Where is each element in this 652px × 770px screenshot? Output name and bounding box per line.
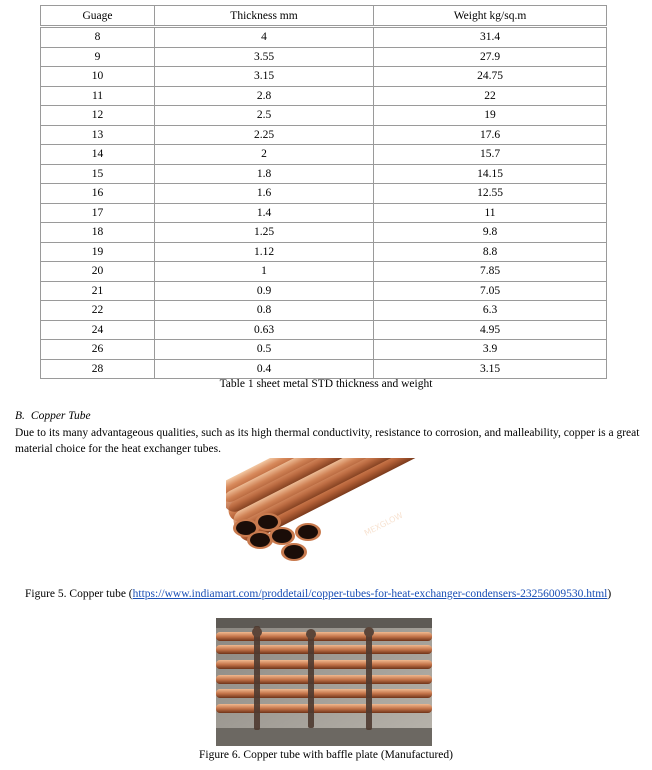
cell-thickness: 2.25 [155, 125, 374, 145]
header-thickness: Thickness mm [155, 6, 374, 27]
cell-weight: 17.6 [374, 125, 607, 145]
cell-thickness: 1.12 [155, 242, 374, 262]
table-header-row [41, 6, 607, 27]
table-row [41, 203, 607, 223]
cell-weight: 9.8 [374, 223, 607, 243]
sheet-metal-table [40, 5, 607, 379]
table-row [41, 67, 607, 87]
table-caption: Table 1 sheet metal STD thickness and weight [219, 378, 433, 390]
table-row [41, 86, 607, 106]
watermark-text: MEXGLOW [362, 510, 405, 538]
cell-thickness: 3.15 [155, 67, 374, 87]
cell-thickness: 1.6 [155, 184, 374, 204]
cell-guage: 22 [41, 301, 155, 321]
cell-weight: 19 [374, 106, 607, 126]
cell-weight: 4.95 [374, 320, 607, 340]
cell-guage: 19 [41, 242, 155, 262]
cell-guage: 16 [41, 184, 155, 204]
section-number: B. [15, 410, 25, 422]
cell-guage: 15 [41, 164, 155, 184]
cell-guage: 26 [41, 340, 155, 360]
cell-weight: 8.8 [374, 242, 607, 262]
cell-weight: 6.3 [374, 301, 607, 321]
cell-guage: 17 [41, 203, 155, 223]
table-row [41, 27, 607, 48]
cell-thickness: 3.55 [155, 47, 374, 67]
cell-thickness: 0.63 [155, 320, 374, 340]
cell-weight: 14.15 [374, 164, 607, 184]
table-row [41, 184, 607, 204]
cell-guage: 11 [41, 86, 155, 106]
section-heading [15, 410, 91, 422]
table-row [41, 125, 607, 145]
cell-weight: 11 [374, 203, 607, 223]
cell-thickness: 4 [155, 27, 374, 48]
cell-guage: 9 [41, 47, 155, 67]
section-paragraph: Due to its many advantageous qualities, such as its high thermal conductivity, resistance to corrosion, and malleability, copper is a great material choice for the heat exchanger tubes. [15, 427, 640, 455]
cell-guage: 18 [41, 223, 155, 243]
figure5-caption-prefix: Figure 5. Copper tube ( [25, 588, 133, 600]
cell-guage: 14 [41, 145, 155, 165]
baffle-plate-image [216, 618, 432, 746]
figure5-link[interactable]: https://www.indiamart.com/proddetail/copper-tubes-for-heat-exchanger-condensers-23256009530.html [132, 588, 608, 600]
cell-thickness: 0.4 [155, 359, 374, 379]
table-row [41, 145, 607, 165]
cell-thickness: 1.4 [155, 203, 374, 223]
cell-weight: 7.05 [374, 281, 607, 301]
cell-weight: 27.9 [374, 47, 607, 67]
table-row [41, 106, 607, 126]
cell-weight: 31.4 [374, 27, 607, 48]
cell-weight: 15.7 [374, 145, 607, 165]
table-row [41, 281, 607, 301]
figure5-caption [25, 588, 611, 600]
cell-guage: 21 [41, 281, 155, 301]
cell-thickness: 1 [155, 262, 374, 282]
cell-weight: 12.55 [374, 184, 607, 204]
table-row [41, 262, 607, 282]
figure6-caption: Figure 6. Copper tube with baffle plate (Manufactured) [199, 749, 453, 761]
cell-thickness: 2.5 [155, 106, 374, 126]
cell-thickness: 1.8 [155, 164, 374, 184]
cell-weight: 3.9 [374, 340, 607, 360]
section-title: Copper Tube [30, 410, 91, 422]
table-row [41, 301, 607, 321]
cell-weight: 7.85 [374, 262, 607, 282]
cell-thickness: 0.8 [155, 301, 374, 321]
cell-thickness: 1.25 [155, 223, 374, 243]
table-row [41, 223, 607, 243]
header-guage: Guage [41, 6, 155, 27]
table-row [41, 242, 607, 262]
cell-guage: 13 [41, 125, 155, 145]
cell-weight: 22 [374, 86, 607, 106]
table-row [41, 320, 607, 340]
cell-guage: 20 [41, 262, 155, 282]
table-row [41, 359, 607, 379]
table-row [41, 164, 607, 184]
cell-guage: 12 [41, 106, 155, 126]
cell-thickness: 0.5 [155, 340, 374, 360]
copper-tube-image [226, 458, 429, 571]
cell-thickness: 2.8 [155, 86, 374, 106]
cell-weight: 24.75 [374, 67, 607, 87]
figure5-caption-suffix: ) [607, 588, 612, 600]
cell-guage: 28 [41, 359, 155, 379]
table-row [41, 47, 607, 67]
header-weight: Weight kg/sq.m [374, 6, 607, 27]
cell-weight: 3.15 [374, 359, 607, 379]
cell-guage: 24 [41, 320, 155, 340]
cell-thickness: 0.9 [155, 281, 374, 301]
cell-guage: 8 [41, 27, 155, 48]
table-row [41, 340, 607, 360]
cell-guage: 10 [41, 67, 155, 87]
cell-thickness: 2 [155, 145, 374, 165]
